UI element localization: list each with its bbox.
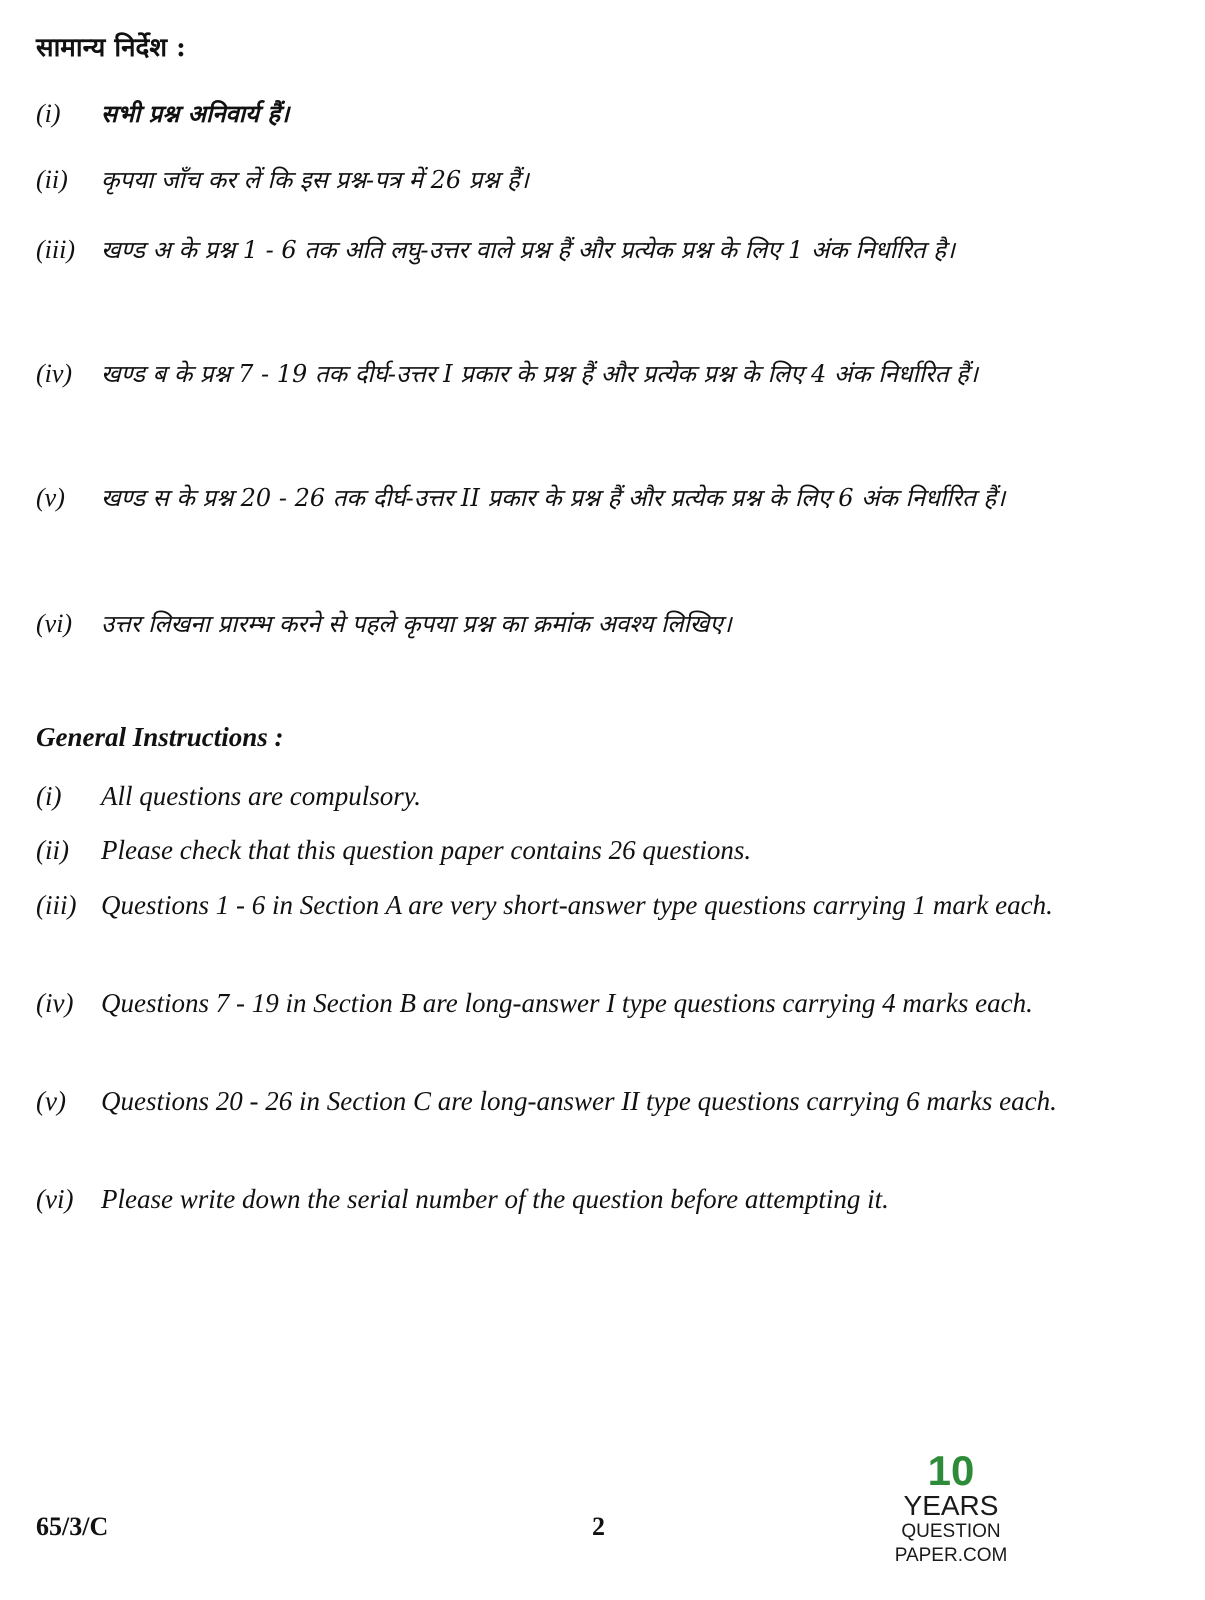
item-text: कृपया जाँच कर लें कि इस प्रश्न-पत्र में 26 प्रश्न हैं। <box>101 166 529 194</box>
item-text: खण्ड ब के प्रश्न 7 - 19 तक दीर्घ-उत्तर I प्रकार के प्रश्न हैं और प्रत्येक प्रश्न के लिए 4 अंक निर्धारित हैं। <box>101 360 978 388</box>
item-number: (iv) <box>36 988 74 1018</box>
hindi-instruction-item <box>36 596 1166 652</box>
site-logo <box>846 1447 1056 1566</box>
hindi-instruction-item <box>36 222 1166 278</box>
english-instruction-item <box>36 1178 1166 1220</box>
item-number: (v) <box>36 1086 66 1116</box>
logo-ten: 10 <box>927 1447 975 1494</box>
item-text: खण्ड स के प्रश्न 20 - 26 तक दीर्घ-उत्तर II प्रकार के प्रश्न हैं और प्रत्येक प्रश्न के लिए 6 अंक निर्धारित हैं। <box>101 484 1006 512</box>
logo-years: YEARS <box>903 1490 999 1521</box>
item-number: (vi) <box>36 1184 74 1214</box>
english-instruction-item <box>36 775 1166 817</box>
hindi-heading: सामान्य निर्देश : <box>36 33 186 63</box>
item-text: Please check that this question paper contains 26 questions. <box>101 835 752 865</box>
item-number: (vi) <box>36 609 73 638</box>
logo-site: QUESTION PAPER.COM <box>894 1521 1008 1566</box>
hindi-instruction-item <box>36 86 1166 142</box>
item-number: (iv) <box>36 359 73 388</box>
item-number: (v) <box>36 483 65 512</box>
english-instruction-item <box>36 982 1166 1024</box>
item-number: (iii) <box>36 235 75 264</box>
item-number: (iii) <box>36 890 77 920</box>
page-number: 2 <box>592 1512 605 1541</box>
english-heading: General Instructions : <box>36 722 284 752</box>
item-number: (i) <box>36 99 61 128</box>
item-text: उत्तर लिखना प्रारम्भ करने से पहले कृपया प्रश्न का क्रमांक अवश्य लिखिए। <box>101 610 732 638</box>
english-instruction-item <box>36 829 1166 871</box>
item-number: (i) <box>36 781 62 811</box>
item-text: Questions 7 - 19 in Section B are long-answer I type questions carrying 4 marks each. <box>101 988 1033 1018</box>
item-text: Questions 1 - 6 in Section A are very short-answer type questions carrying 1 mark each. <box>101 890 1053 920</box>
item-text: सभी प्रश्न अनिवार्य हैं। <box>101 99 290 128</box>
item-number: (ii) <box>36 165 68 194</box>
item-text: खण्ड अ के प्रश्न 1 - 6 तक अति लघु-उत्तर वाले प्रश्न हैं और प्रत्येक प्रश्न के लिए 1 अंक निर्धारित है। <box>101 236 956 264</box>
paper-code: 65/3/C <box>36 1512 109 1541</box>
hindi-instruction-item <box>36 470 1166 526</box>
hindi-instruction-item <box>36 152 1166 208</box>
english-instruction-item <box>36 1080 1166 1122</box>
item-number: (ii) <box>36 835 69 865</box>
hindi-instruction-item <box>36 346 1166 402</box>
item-text: All questions are compulsory. <box>101 781 421 811</box>
item-text: Questions 20 - 26 in Section C are long-answer II type questions carrying 6 marks each. <box>101 1086 1057 1116</box>
english-instruction-item <box>36 884 1166 926</box>
item-text: Please write down the serial number of the question before attempting it. <box>101 1184 889 1214</box>
